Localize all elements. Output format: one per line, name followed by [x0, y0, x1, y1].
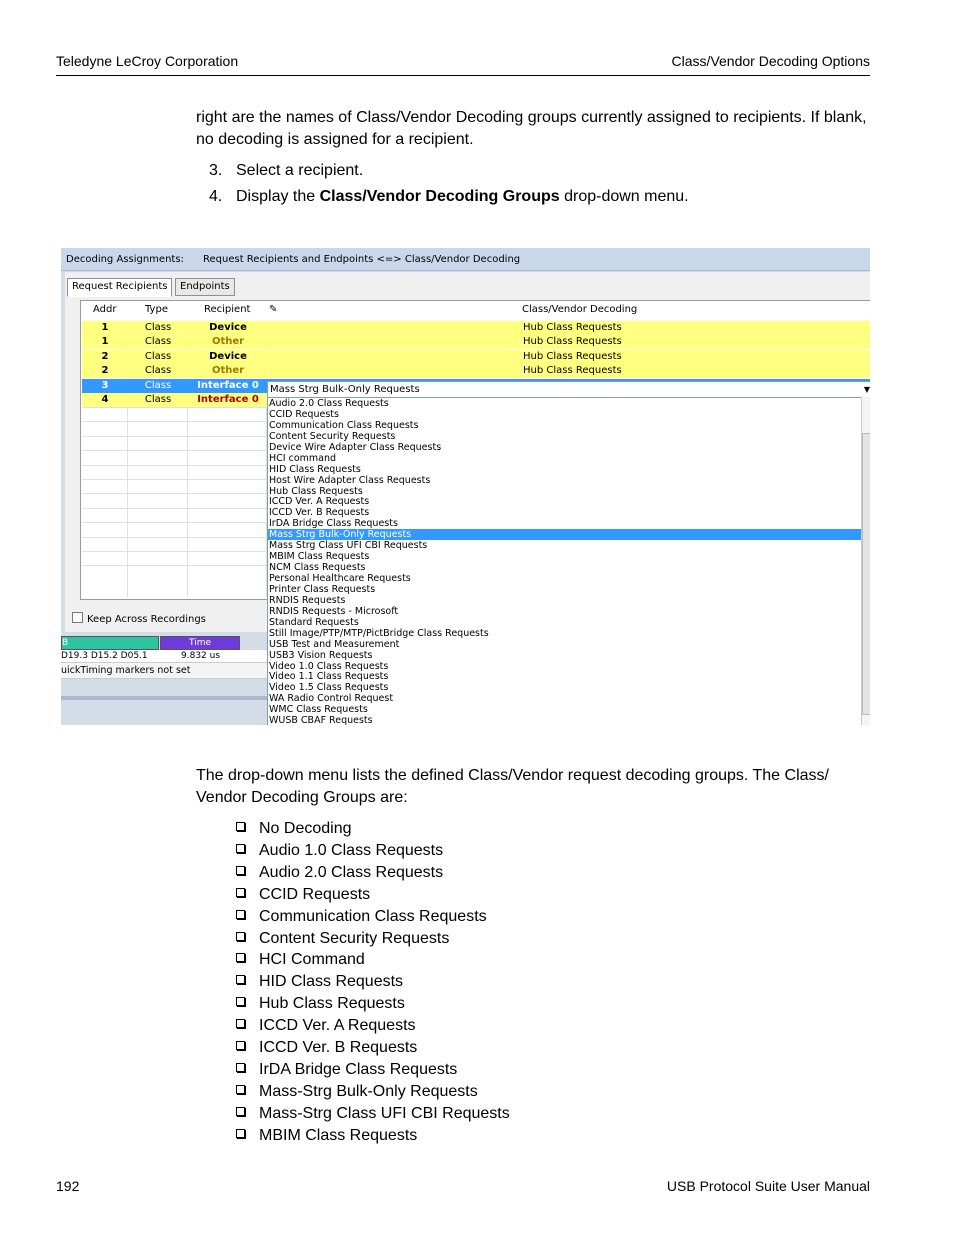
- grid-line: [82, 522, 267, 523]
- keep-across-recordings[interactable]: [72, 612, 206, 625]
- dropdown-option[interactable]: USB3 Vision Requests: [269, 649, 373, 661]
- list-item: [236, 995, 405, 1013]
- list-item-text: Content Security Requests: [259, 929, 450, 947]
- list-item-text: IrDA Bridge Class Requests: [259, 1060, 458, 1078]
- dropdown-option[interactable]: HCI command: [269, 452, 337, 464]
- checkbox-bullet-icon: [236, 1019, 245, 1028]
- dropdown-option[interactable]: USB Test and Measurement: [269, 638, 400, 650]
- dropdown-option[interactable]: IrDA Bridge Class Requests: [269, 518, 398, 530]
- checkbox-bullet-icon: [236, 1129, 245, 1138]
- table-row[interactable]: [82, 335, 870, 349]
- cell-addr: 4: [101, 394, 109, 405]
- list-item: [236, 908, 487, 926]
- list-item: [236, 1127, 417, 1145]
- scrollbar-thumb[interactable]: [862, 433, 870, 715]
- grid-line: [82, 407, 267, 408]
- list-item-text: MBIM Class Requests: [259, 1126, 418, 1144]
- list-item: [236, 1105, 510, 1123]
- dropdown-option[interactable]: Hub Class Requests: [269, 485, 363, 497]
- grid-line: [82, 479, 267, 480]
- grid-line: [82, 508, 267, 509]
- cell-recipient: Device: [209, 322, 247, 333]
- cell-decoding: Hub Class Requests: [523, 350, 622, 362]
- dropdown-option[interactable]: MBIM Class Requests: [269, 551, 370, 563]
- column-addr[interactable]: Addr: [93, 304, 117, 315]
- checkbox-bullet-icon: [236, 866, 245, 875]
- trace-symbols: D19.3 D15.2 D05.1: [61, 651, 148, 661]
- header-rule: [56, 75, 870, 76]
- running-header-right: Class/Vendor Decoding Options: [671, 53, 870, 69]
- footer-title: USB Protocol Suite User Manual: [666, 1178, 870, 1194]
- dropdown-option[interactable]: RNDIS Requests: [269, 594, 346, 606]
- column-type[interactable]: Type: [145, 304, 168, 315]
- cell-addr: 2: [101, 365, 109, 377]
- dropdown-option[interactable]: RNDIS Requests - Microsoft: [269, 605, 399, 617]
- table-row[interactable]: [82, 364, 870, 378]
- pencil-icon[interactable]: ✎: [269, 304, 278, 315]
- dropdown-option[interactable]: Video 1.1 Class Requests: [269, 671, 389, 683]
- dropdown-option[interactable]: Mass Strg Class UFI CBI Requests: [269, 540, 428, 552]
- quick-timing-status: uickTiming markers not set: [61, 662, 267, 679]
- column-decoding[interactable]: Class/Vendor Decoding: [522, 304, 638, 315]
- grid-line: [82, 421, 267, 422]
- dropdown-option[interactable]: WA Radio Control Request: [269, 693, 394, 705]
- list-item: [236, 1017, 416, 1035]
- list-item-text: Audio 1.0 Class Requests: [259, 841, 444, 859]
- intro-paragraph: right are the names of Class/Vendor Decoding groups currently assigned to recipients. If blank, no decoding is assigned for a recipient.: [196, 109, 867, 148]
- list-item: [236, 1039, 417, 1057]
- list-item: [236, 886, 370, 904]
- step-bold-term: Class/Vendor Decoding Groups: [319, 188, 560, 205]
- step-4: [209, 188, 689, 206]
- list-item-text: CCID Requests: [259, 885, 371, 903]
- groups-intro-paragraph: The drop-down menu lists the defined Class/Vendor request decoding groups. The Class/ Vendor Decoding Groups are:: [196, 767, 829, 806]
- cell-type: Class: [144, 394, 172, 405]
- list-item-text: No Decoding: [259, 820, 352, 837]
- dialog-title-right: Request Recipients and Endpoints <=> Class/Vendor Decoding: [203, 254, 521, 265]
- checkbox-bullet-icon: [236, 932, 245, 941]
- cell-recipient: Other: [211, 365, 245, 377]
- checkbox-bullet-icon: [236, 844, 245, 853]
- list-item-text: ICCD Ver. B Requests: [259, 1039, 418, 1056]
- dropdown-option[interactable]: CCID Requests: [269, 408, 339, 420]
- cell-recipient: Other: [211, 336, 245, 348]
- cell-type: Class: [144, 379, 172, 391]
- dropdown-option[interactable]: WUSB CBAF Requests: [269, 715, 373, 725]
- checkbox[interactable]: [72, 612, 83, 623]
- cell-decoding: Hub Class Requests: [523, 322, 622, 333]
- dropdown-option[interactable]: Host Wire Adapter Class Requests: [269, 474, 431, 486]
- dropdown-option[interactable]: Printer Class Requests: [269, 583, 376, 595]
- list-item-text: Communication Class Requests: [259, 907, 487, 925]
- cell-recipient: Interface 0: [197, 394, 259, 405]
- list-item-text: Mass-Strg Class UFI CBI Requests: [259, 1104, 510, 1122]
- checkbox-bullet-icon: [236, 1063, 245, 1072]
- decoding-group-list: [267, 397, 862, 725]
- cell-addr: 1: [101, 322, 109, 333]
- dropdown-value: Mass Strg Bulk-Only Requests: [270, 384, 420, 395]
- dropdown-option[interactable]: Device Wire Adapter Class Requests: [269, 441, 442, 453]
- cell-type: Class: [144, 322, 172, 333]
- list-item-text: HID Class Requests: [259, 973, 404, 991]
- step-number: 4.: [209, 188, 223, 205]
- dropdown-option[interactable]: Personal Healthcare Requests: [269, 573, 411, 584]
- dropdown-option[interactable]: Mass Strg Bulk-Only Requests: [268, 529, 861, 540]
- list-item-text: HCI Command: [259, 951, 365, 969]
- time-column-header: Time: [160, 636, 240, 650]
- list-item: [236, 930, 449, 948]
- list-item-text: Audio 2.0 Class Requests: [259, 863, 444, 881]
- list-item: [236, 1083, 478, 1101]
- cell-addr: 2: [101, 350, 109, 362]
- decoding-assignments-screenshot: [61, 248, 870, 725]
- column-recipient[interactable]: Recipient: [204, 304, 251, 315]
- tab-request-recipients[interactable]: Request Recipients: [67, 278, 172, 297]
- dropdown-option[interactable]: ICCD Ver. B Requests: [269, 507, 370, 519]
- checkbox-bullet-icon: [236, 1041, 245, 1050]
- grid-line: [82, 565, 267, 566]
- cell-addr: 1: [101, 336, 109, 348]
- cell-addr: 3: [101, 379, 109, 391]
- running-header-left: Teledyne LeCroy Corporation: [56, 53, 239, 69]
- step-text-end: drop-down menu.: [559, 188, 689, 205]
- dropdown-option[interactable]: Communication Class Requests: [269, 419, 419, 431]
- list-item: [236, 951, 365, 969]
- dropdown-option[interactable]: WMC Class Requests: [269, 704, 368, 716]
- dropdown-option[interactable]: HID Class Requests: [269, 463, 361, 475]
- step-number: 3.: [209, 162, 223, 179]
- grid-line: [82, 551, 267, 552]
- dropdown-option[interactable]: Standard Requests: [269, 616, 359, 628]
- cell-type: Class: [144, 365, 172, 377]
- decoding-group-dropdown[interactable]: [267, 381, 870, 398]
- cell-recipient: Interface 0: [197, 379, 259, 391]
- list-item: [236, 1061, 457, 1079]
- checkbox-bullet-icon: [236, 1085, 245, 1094]
- step-text: Display the: [236, 188, 320, 205]
- dropdown-option[interactable]: Still Image/PTP/MTP/PictBridge Class Requests: [269, 627, 489, 639]
- list-item: [236, 820, 352, 838]
- checkbox-bullet-icon: [236, 997, 245, 1006]
- grid-line: [82, 537, 267, 538]
- dropdown-option[interactable]: Content Security Requests: [269, 430, 396, 442]
- table-row[interactable]: [82, 350, 870, 364]
- checkbox-bullet-icon: [236, 888, 245, 897]
- checkbox-bullet-icon: [236, 975, 245, 984]
- cell-decoding: Hub Class Requests: [523, 365, 622, 377]
- step-3: [209, 162, 363, 180]
- list-item-text: Hub Class Requests: [259, 995, 405, 1013]
- step-text: Select a recipient.: [236, 162, 364, 179]
- list-item-text: ICCD Ver. A Requests: [259, 1017, 416, 1035]
- cell-type: Class: [144, 350, 172, 362]
- chevron-down-icon[interactable]: ▼: [863, 385, 870, 394]
- trace-cell-left: B: [61, 636, 159, 650]
- dropdown-option[interactable]: Audio 2.0 Class Requests: [269, 398, 389, 409]
- dropdown-scrollbar[interactable]: [861, 397, 870, 725]
- trace-row: [61, 650, 267, 662]
- checkbox-bullet-icon: [236, 1107, 245, 1116]
- trace-strip: [61, 636, 267, 725]
- grid-line: [82, 436, 267, 437]
- checkbox-bullet-icon: [236, 910, 245, 919]
- grid-line: [82, 493, 267, 494]
- cell-decoding: Hub Class Requests: [523, 336, 622, 348]
- grid-line: [82, 465, 267, 466]
- dialog-title-left: Decoding Assignments:: [66, 254, 184, 265]
- page-number: 192: [56, 1178, 80, 1194]
- dropdown-option[interactable]: ICCD Ver. A Requests: [269, 496, 370, 508]
- list-item: [236, 842, 443, 860]
- keep-label: Keep Across Recordings: [87, 614, 206, 625]
- dropdown-option[interactable]: Video 1.0 Class Requests: [269, 660, 389, 672]
- dialog-title-bar: [61, 248, 870, 271]
- cell-recipient: Device: [209, 350, 247, 362]
- list-item: [236, 864, 443, 882]
- table-row[interactable]: [82, 321, 870, 335]
- dropdown-option[interactable]: NCM Class Requests: [269, 562, 366, 574]
- list-item: [236, 973, 403, 991]
- checkbox-bullet-icon: [236, 953, 245, 962]
- tab-endpoints[interactable]: Endpoints: [175, 278, 235, 296]
- checkbox-bullet-icon: [236, 822, 245, 831]
- grid-line: [82, 450, 267, 451]
- cell-type: Class: [144, 336, 172, 348]
- dropdown-option[interactable]: Video 1.5 Class Requests: [269, 682, 389, 694]
- trace-time: 9.832 us: [181, 651, 221, 661]
- list-item-text: Mass-Strg Bulk-Only Requests: [259, 1082, 478, 1100]
